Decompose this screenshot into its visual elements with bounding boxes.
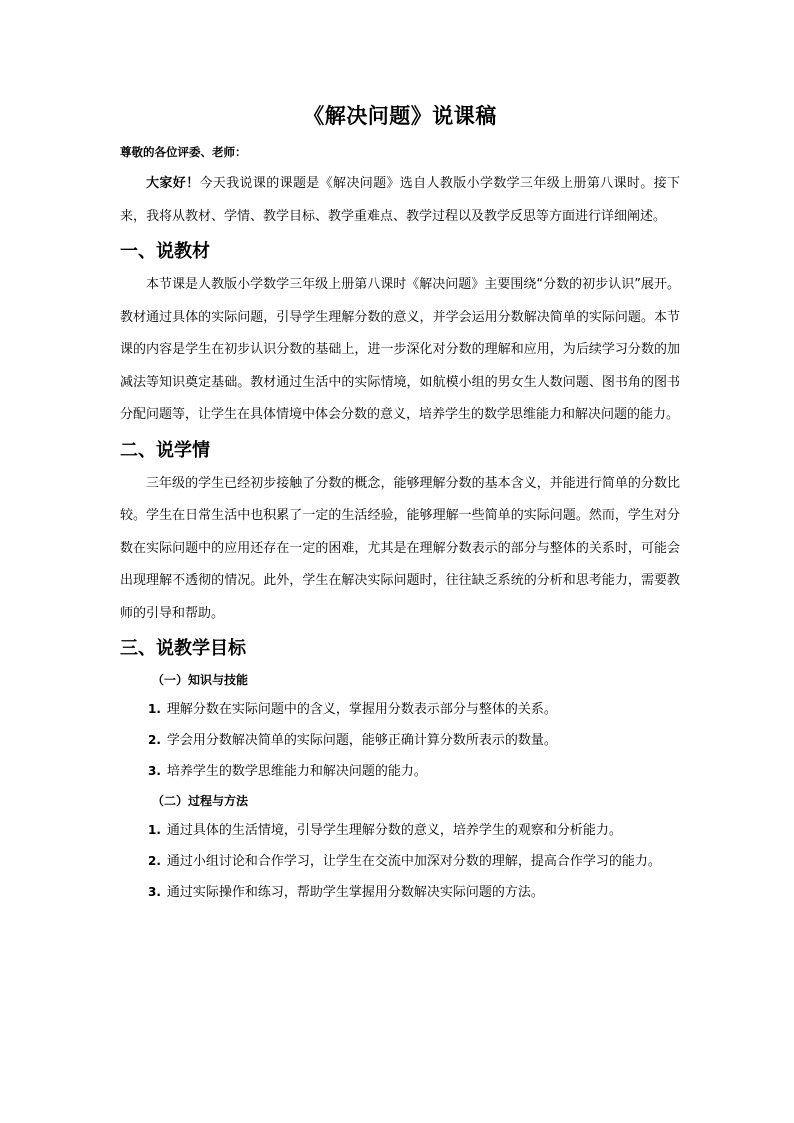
section-heading-students: 二、说学情 xyxy=(120,439,210,461)
list-item xyxy=(120,756,680,787)
list-item-number: 2. xyxy=(148,733,161,747)
list-item-text: 理解分数在实际问题中的含义，掌握用分数表示部分与整体的关系。 xyxy=(166,702,557,717)
list-item-text: 通过具体的生活情境，引导学生理解分数的意义，培养学生的观察和分析能力。 xyxy=(166,823,622,838)
section-heading-objectives: 三、说教学目标 xyxy=(120,638,246,659)
subheading-process-methods: （二）过程与方法 xyxy=(152,794,249,808)
list-item-text: 学会用分数解决简单的实际问题，能够正确计算分数所表示的数量。 xyxy=(166,733,557,748)
list-item xyxy=(120,694,680,725)
section-paragraph-textbook: 本节课是人教版小学数学三年级上册第八课时《解决问题》主要围绕“分数的初步认识”展开。教材通过具体的实际问题，引导学生理解分数的意义，并学会运用分数解决简单的实际问题。本节课的内容是学生在初步认识分数的基础上，进一步深化对分数的理解和应用，为后续学习分数的加减法等知识奠定基础。教材通过生活中的实际情境，如航模小组的男女生人数问题、图书角的图书分配问题等，让学生在具体情境中体会分数的意义，培养学生的数学思维能力和解决问题的能力。 xyxy=(120,277,680,422)
section-paragraph-students: 三年级的学生已经初步接触了分数的概念，能够理解分数的基本含义，并能进行简单的分数比较。学生在日常生活中也积累了一定的生活经验，能够理解一些简单的实际问题。然而，学生对分数在实际问题中的应用还存在一定的困难，尤其是在理解分数表示的部分与整体的关系时，可能会出现理解不透彻的情况。此外，学生在解决实际问题时，往往缺乏系统的分析和思考能力，需要教师的引导和帮助。 xyxy=(120,475,680,621)
list-item-number: 1. xyxy=(148,702,161,716)
subheading-knowledge-skills: （一）知识与技能 xyxy=(152,673,249,687)
page-title: 《解决问题》说课稿 xyxy=(303,104,497,128)
list-item-number: 3. xyxy=(148,764,161,778)
list-item xyxy=(120,877,680,908)
list-item-text: 通过小组讨论和合作学习，让学生在交流中加深对分数的理解，提高合作学习的能力。 xyxy=(166,854,661,869)
intro-paragraph xyxy=(120,168,680,233)
intro-greeting: 大家好！ xyxy=(146,176,200,191)
document-body xyxy=(120,100,680,908)
salutation: 尊敬的各位评委、老师： xyxy=(120,145,247,159)
list-item-text: 通过实际操作和练习，帮助学生掌握用分数解决实际问题的方法。 xyxy=(166,885,544,900)
section-heading-textbook: 一、说教材 xyxy=(120,241,210,262)
list-item xyxy=(120,846,680,877)
list-item-text: 培养学生的数学思维能力和解决问题的能力。 xyxy=(166,764,427,779)
list-item xyxy=(120,815,680,846)
intro-text: 今天我说课的课题是《解决问题》选自人教版小学数学三年级上册第八课时。接下来，我将从教材、学情、教学目标、教学重难点、教学过程以及教学反思等方面进行详细阐述。 xyxy=(120,176,680,224)
list-item-number: 2. xyxy=(148,854,161,868)
list-item xyxy=(120,725,680,756)
list-item-number: 1. xyxy=(148,823,161,837)
list-item-number: 3. xyxy=(148,885,161,899)
